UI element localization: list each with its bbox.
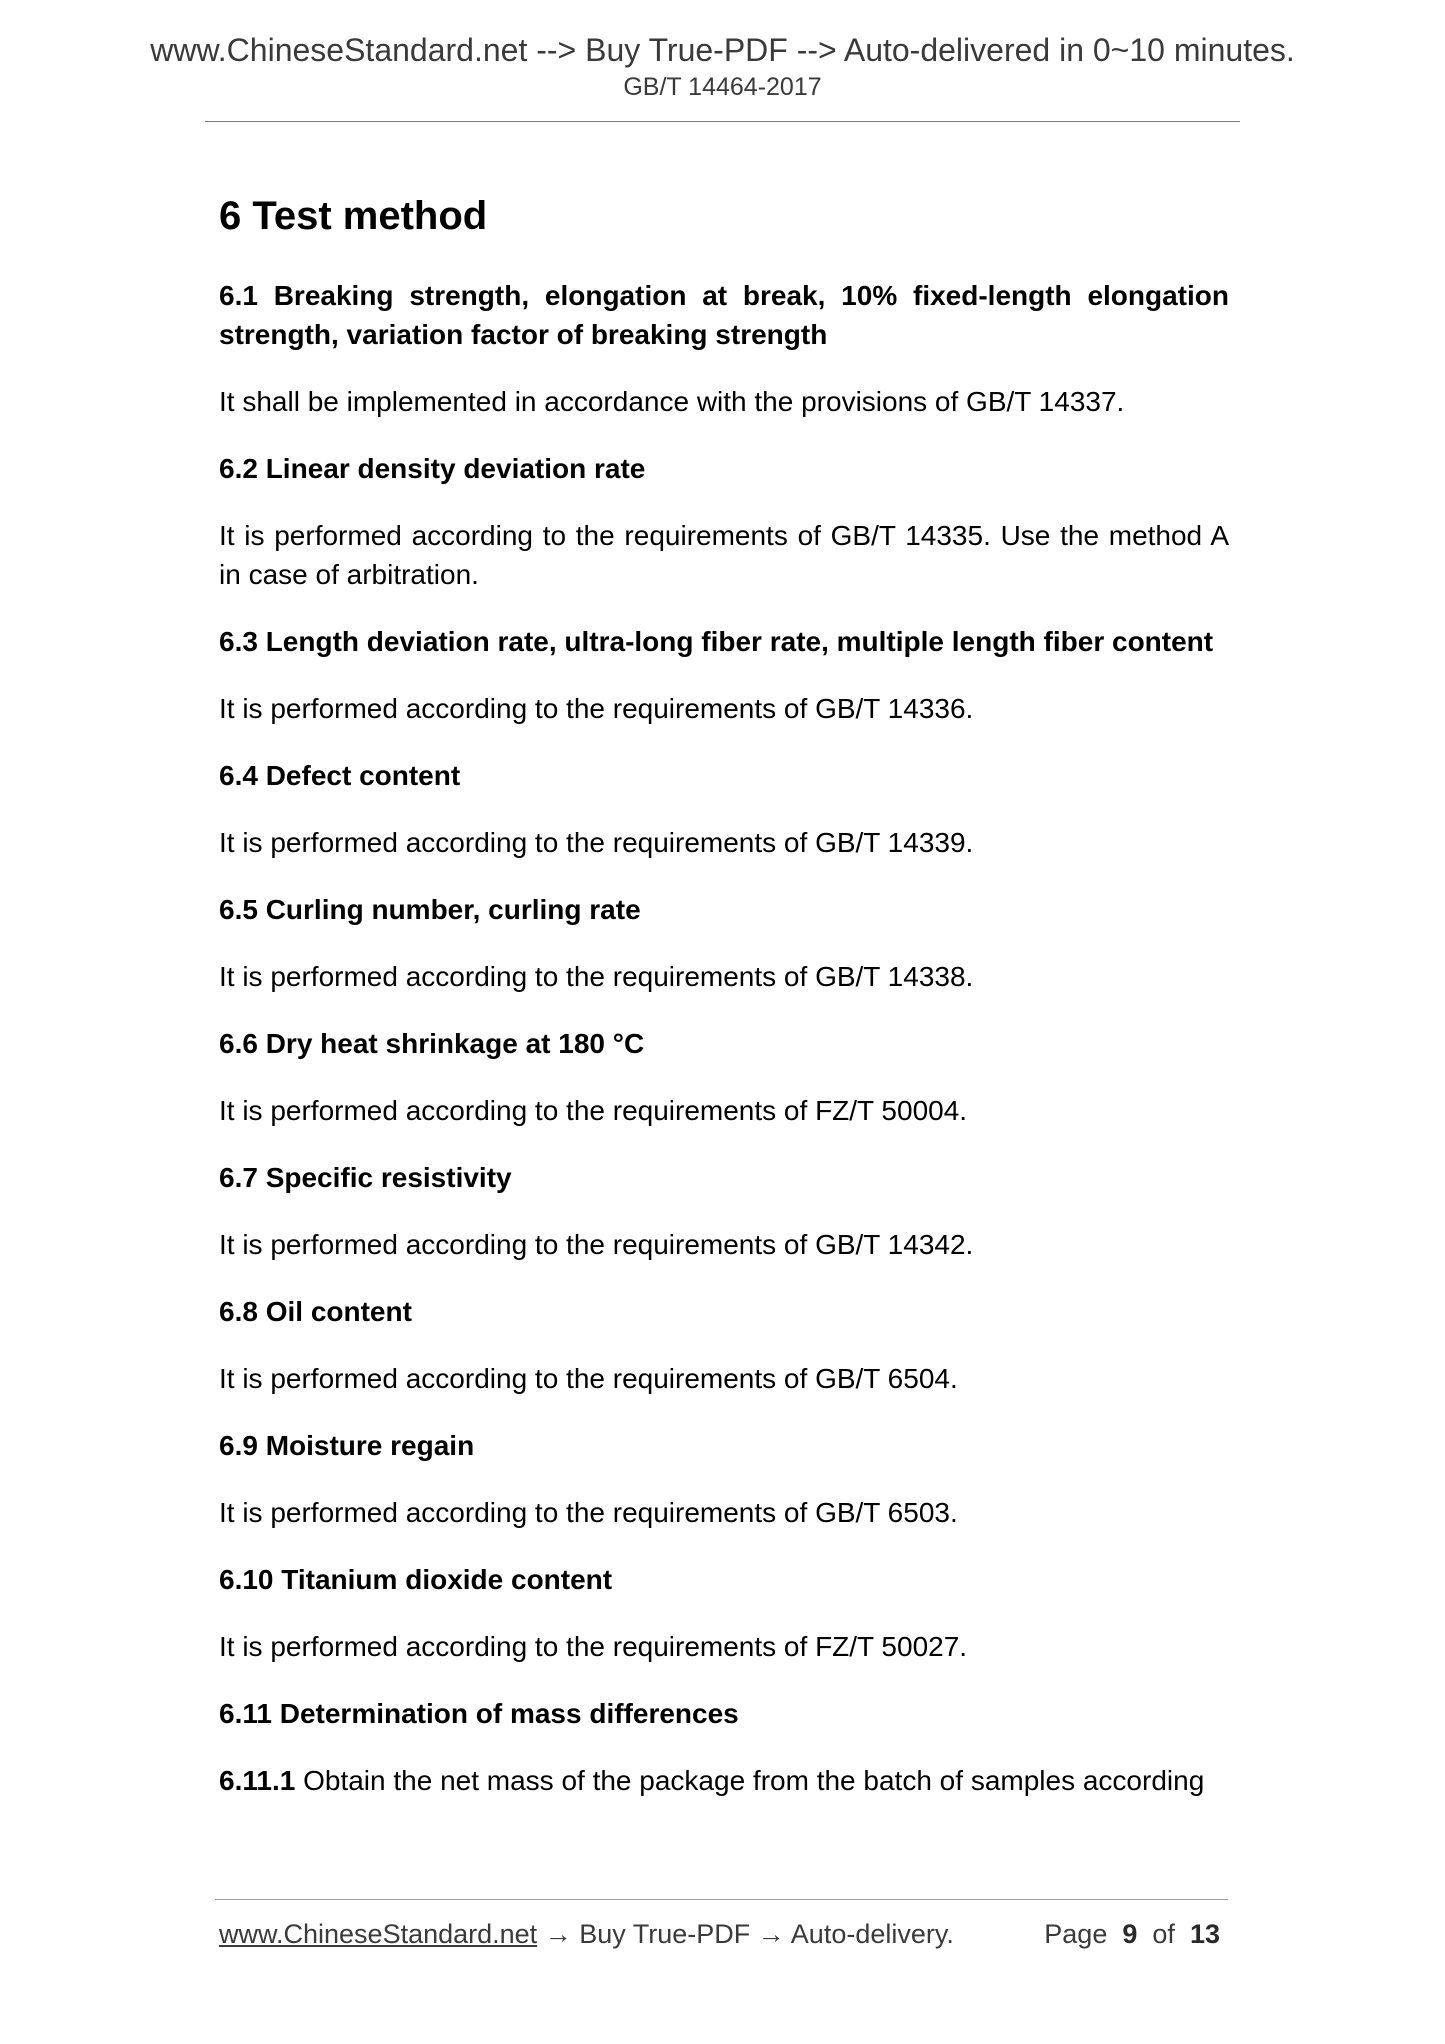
page-indicator xyxy=(1044,1919,1220,1950)
section-heading-6-6: 6.6 Dry heat shrinkage at 180 °C xyxy=(219,1028,645,1059)
section-heading-6-10: 6.10 Titanium dioxide content xyxy=(219,1564,613,1595)
section-body-6-10: It is performed according to the requirements of FZ/T 50027. xyxy=(219,1631,968,1662)
section-body-6-2: It is performed according to the requirements of GB/T 14335. Use the method A in case of arbitration. xyxy=(219,520,1229,590)
page-label: Page xyxy=(1044,1919,1108,1949)
section-heading-6-8: 6.8 Oil content xyxy=(219,1296,412,1327)
section-heading-6-1: 6.1 Breaking strength, elongation at break, 10% fixed-length elongation strength, variation factor of breaking strength xyxy=(219,280,1229,350)
footer-left xyxy=(219,1919,954,1950)
arrow-right-icon: → xyxy=(757,1919,785,1949)
arrow-right-icon: → xyxy=(544,1919,572,1949)
section-heading-6-5: 6.5 Curling number, curling rate xyxy=(219,894,641,925)
footer-site-link[interactable]: www.ChineseStandard.net xyxy=(219,1919,538,1949)
page-of-label: of xyxy=(1152,1919,1175,1949)
section-heading-6-4: 6.4 Defect content xyxy=(219,760,461,791)
subsection-text: Obtain the net mass of the package from the batch of samples according xyxy=(303,1765,1205,1796)
section-body-6-3: It is performed according to the requirements of GB/T 14336. xyxy=(219,693,974,724)
section-body-6-6: It is performed according to the requirements of FZ/T 50004. xyxy=(219,1095,968,1126)
section-heading-6-9: 6.9 Moisture regain xyxy=(219,1430,475,1461)
section-heading-6-7: 6.7 Specific resistivity xyxy=(219,1162,512,1193)
section-heading-6-2: 6.2 Linear density deviation rate xyxy=(219,453,646,484)
subsection-6-11-1 xyxy=(219,1761,1229,1800)
section-body-6-8: It is performed according to the requirements of GB/T 6504. xyxy=(219,1363,958,1394)
section-heading-6-11: 6.11 Determination of mass differences xyxy=(219,1698,739,1729)
footer-delivery-text: Auto-delivery. xyxy=(790,1919,954,1949)
section-body-6-1: It shall be implemented in accordance with the provisions of GB/T 14337. xyxy=(219,386,1125,417)
chapter-title: 6 Test method xyxy=(219,194,488,238)
section-heading-6-3: 6.3 Length deviation rate, ultra-long fiber rate, multiple length fiber content xyxy=(219,626,1214,657)
page-total: 13 xyxy=(1189,1919,1220,1949)
page-number: 9 xyxy=(1122,1919,1138,1949)
subsection-number: 6.11.1 xyxy=(219,1765,296,1796)
page-content xyxy=(219,192,1229,1828)
footer-buy-text: Buy True-PDF xyxy=(579,1919,751,1949)
header-divider xyxy=(205,121,1240,122)
section-body-6-4: It is performed according to the requirements of GB/T 14339. xyxy=(219,827,974,858)
section-body-6-9: It is performed according to the requirements of GB/T 6503. xyxy=(219,1497,958,1528)
footer-divider xyxy=(215,1899,1228,1900)
header-banner: www.ChineseStandard.net --> Buy True-PDF --> Auto-delivered in 0~10 minutes. xyxy=(150,32,1295,68)
section-body-6-7: It is performed according to the requirements of GB/T 14342. xyxy=(219,1229,974,1260)
header-doc-id: GB/T 14464-2017 xyxy=(623,73,822,101)
section-body-6-5: It is performed according to the requirements of GB/T 14338. xyxy=(219,961,974,992)
